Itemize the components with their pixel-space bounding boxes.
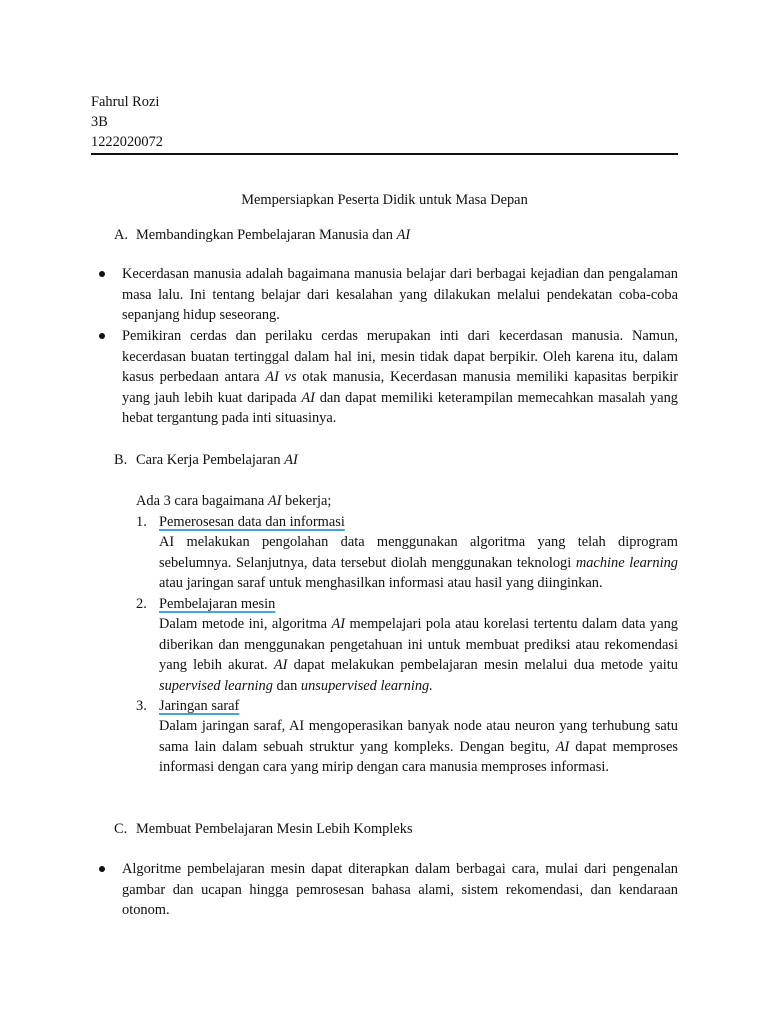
item-2-body: Dalam metode ini, algoritma AI mempelajari pola atau korelasi tertentu dalam data yang diberikan dan menggunakan pengetahuan ini untuk membuat prediksi atau rekomendasi yang lebih akurat. AI dapat melakukan pembelajaran mesin melalui dua metode yaitu supervised learning dan unsupervised learning. xyxy=(159,616,678,694)
author-id: 1222020072 xyxy=(91,134,163,150)
section-a-bullet-2: Pemikiran cerdas dan perilaku cerdas merupakan inti dari kecerdasan manusia. Namun, kecerdasan buatan tertinggal dalam hal ini, mesin tidak dapat berpikir. Oleh karena itu, dalam kasus perbedaan antara AI vs otak manusia, Kecerdasan manusia memiliki kapasitas berpikir yang jauh lebih kuat daripada AI dan dapat memiliki keterampilan memecahkan masalah yang hebat tergantung pada inti situasinya. xyxy=(122,328,679,427)
document-title: Mempersiapkan Peserta Didik untuk Masa Depan xyxy=(241,192,528,208)
header-divider xyxy=(91,153,678,155)
author-name: Fahrul Rozi xyxy=(91,94,160,110)
section-b-heading: Cara Kerja Pembelajaran AI xyxy=(136,452,298,468)
bullet-icon xyxy=(99,333,105,339)
section-c-marker: C. xyxy=(114,821,128,837)
section-a-bullet-1: Kecerdasan manusia adalah bagaimana manusia belajar dari berbagai kejadian dan pengalaman masa lalu. Ini tentang belajar dari kesalahan yang dilakukan melalui pendekatan coba-coba sepanjang hidup seseorang. xyxy=(122,266,678,324)
item-3-body: Dalam jaringan saraf, AI mengoperasikan banyak node atau neuron yang terhubung satu sama lain dalam sebuah struktur yang kompleks. Dengan begitu, AI dapat memproses informasi dengan cara yang mirip dengan cara manusia memproses informasi. xyxy=(159,718,678,776)
item-3-title: Jaringan saraf xyxy=(159,698,240,714)
list-number: 2. xyxy=(136,596,147,612)
item-1-title: Pemerosesan data dan informasi xyxy=(159,514,345,530)
section-c-heading: Membuat Pembelajaran Mesin Lebih Kompleks xyxy=(136,821,413,837)
item-1-body: AI melakukan pengolahan data menggunakan algoritma yang telah diprogram sebelumnya. Selanjutnya, data tersebut diolah menggunakan teknologi machine learning atau jaringan saraf untuk menghasilkan informasi atau hasil yang diinginkan. xyxy=(159,534,678,592)
section-a-heading: Membandingkan Pembelajaran Manusia dan AI xyxy=(136,227,411,243)
item-2-title: Pembelajaran mesin xyxy=(159,596,276,612)
section-a-marker: A. xyxy=(114,227,128,243)
list-number: 1. xyxy=(136,514,147,530)
section-b-intro: Ada 3 cara bagaimana AI bekerja; xyxy=(136,493,332,509)
list-number: 3. xyxy=(136,698,147,714)
section-b-marker: B. xyxy=(114,452,128,468)
section-c-bullet-1: Algoritme pembelajaran mesin dapat diterapkan dalam berbagai cara, mulai dari pengenalan gambar dan ucapan hingga pemrosesan bahasa alami, sistem rekomendasi, dan kendaraan otonom. xyxy=(122,861,678,919)
author-class: 3B xyxy=(91,114,108,130)
bullet-icon xyxy=(99,866,105,872)
bullet-icon xyxy=(99,271,105,277)
